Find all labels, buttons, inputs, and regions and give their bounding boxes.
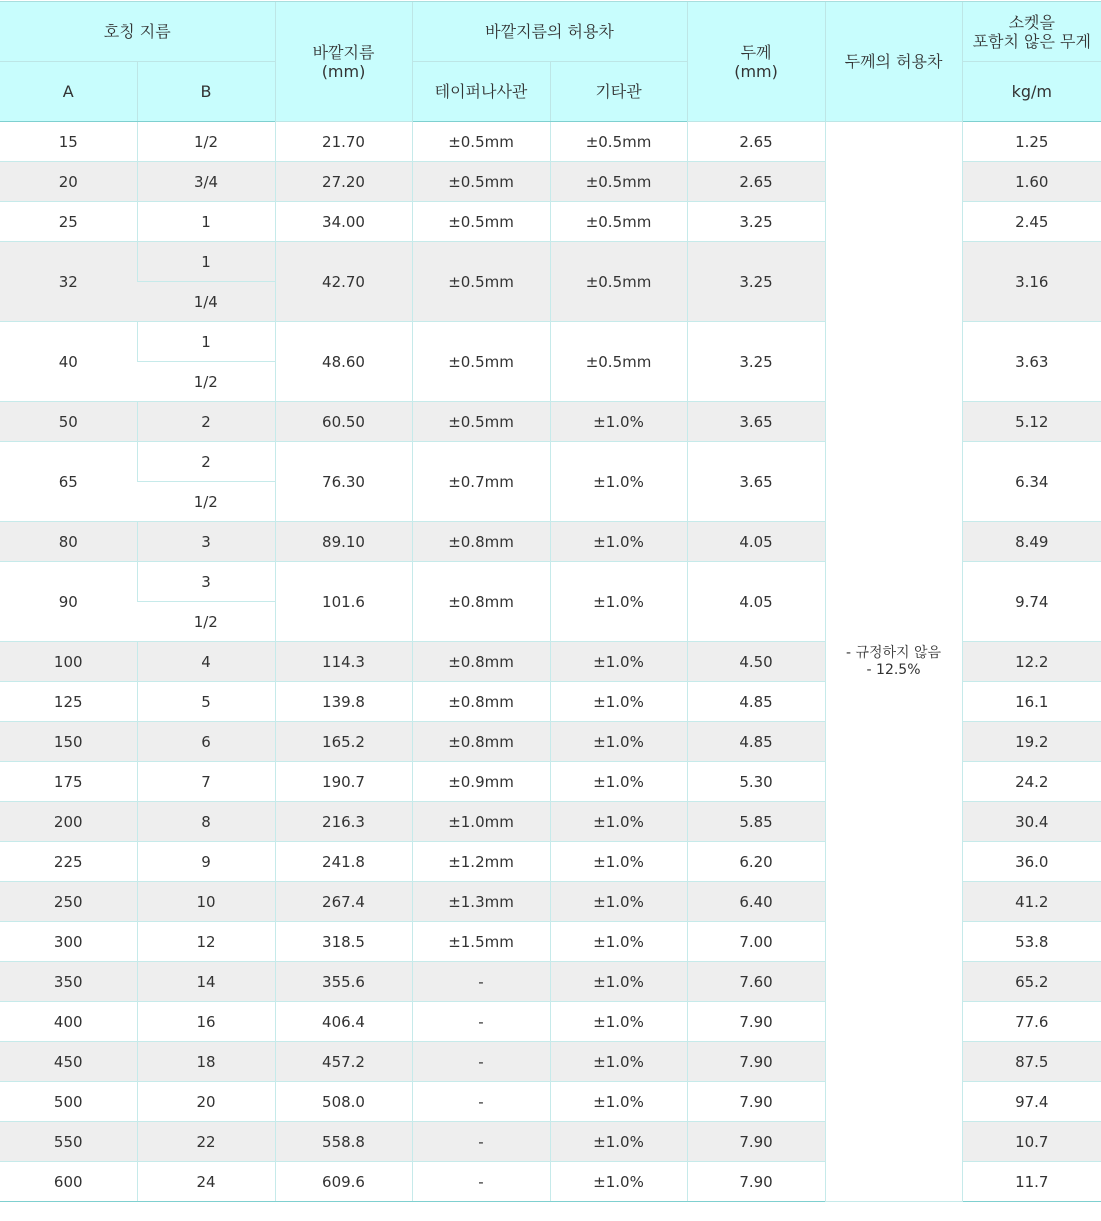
cell-outer-diameter: 318.5: [275, 922, 412, 962]
table-header: [0, 2, 1101, 122]
cell-size-b: 16: [137, 1002, 275, 1042]
cell-taper-tolerance: -: [412, 962, 550, 1002]
cell-taper-tolerance: ±0.8mm: [412, 522, 550, 562]
cell-weight: 6.34: [962, 442, 1101, 522]
cell-size-a: 200: [0, 802, 137, 842]
outer-diameter-label: 바깥지름: [312, 42, 375, 62]
cell-taper-tolerance: ±0.8mm: [412, 722, 550, 762]
cell-taper-tolerance: ±0.5mm: [412, 162, 550, 202]
cell-size-a: 125: [0, 682, 137, 722]
outer-tolerance-header: 바깥지름의 허용차: [412, 2, 687, 62]
other-pipe-header: 기타관: [550, 62, 687, 122]
cell-size-a: 25: [0, 202, 137, 242]
col-a-header: A: [0, 62, 137, 122]
cell-thickness: 7.60: [687, 962, 825, 1002]
cell-thickness: 4.05: [687, 562, 825, 642]
cell-other-tolerance: ±0.5mm: [550, 122, 687, 162]
cell-other-tolerance: ±0.5mm: [550, 162, 687, 202]
cell-other-tolerance: ±1.0%: [550, 522, 687, 562]
cell-other-tolerance: ±1.0%: [550, 682, 687, 722]
cell-taper-tolerance: -: [412, 1122, 550, 1162]
taper-thread-header: 테이퍼나사관: [412, 62, 550, 122]
cell-thickness: 7.90: [687, 1002, 825, 1042]
cell-thickness: 4.05: [687, 522, 825, 562]
cell-size-b: 1/2: [137, 602, 275, 642]
cell-taper-tolerance: ±1.2mm: [412, 842, 550, 882]
cell-size-b: 22: [137, 1122, 275, 1162]
cell-weight: 24.2: [962, 762, 1101, 802]
cell-outer-diameter: 165.2: [275, 722, 412, 762]
cell-taper-tolerance: ±1.3mm: [412, 882, 550, 922]
thickness-header: [687, 2, 825, 122]
cell-size-b: 1: [137, 322, 275, 362]
cell-weight: 16.1: [962, 682, 1101, 722]
cell-size-b: 9: [137, 842, 275, 882]
cell-size-b: 4: [137, 642, 275, 682]
cell-taper-tolerance: ±0.5mm: [412, 322, 550, 402]
cell-size-b: 1/2: [137, 482, 275, 522]
cell-taper-tolerance: ±1.5mm: [412, 922, 550, 962]
cell-size-b: 5: [137, 682, 275, 722]
thickness-tolerance-value: - 12.5%: [866, 661, 921, 678]
table-row: [0, 122, 1101, 162]
nominal-diameter-header: 호칭 지름: [0, 2, 275, 62]
cell-size-b: 1: [137, 242, 275, 282]
thickness-tolerance-value: - 규정하지 않음: [845, 644, 942, 661]
cell-other-tolerance: ±0.5mm: [550, 242, 687, 322]
cell-weight: 8.49: [962, 522, 1101, 562]
cell-other-tolerance: ±1.0%: [550, 1002, 687, 1042]
cell-other-tolerance: ±1.0%: [550, 722, 687, 762]
cell-outer-diameter: 139.8: [275, 682, 412, 722]
cell-thickness: 4.50: [687, 642, 825, 682]
cell-other-tolerance: ±1.0%: [550, 922, 687, 962]
cell-size-b: 7: [137, 762, 275, 802]
cell-weight: 10.7: [962, 1122, 1101, 1162]
cell-weight: 3.16: [962, 242, 1101, 322]
cell-thickness: 3.25: [687, 202, 825, 242]
table-body: [0, 122, 1101, 1202]
cell-size-a: 15: [0, 122, 137, 162]
cell-outer-diameter: 558.8: [275, 1122, 412, 1162]
cell-weight: 41.2: [962, 882, 1101, 922]
cell-weight: 3.63: [962, 322, 1101, 402]
cell-other-tolerance: ±1.0%: [550, 882, 687, 922]
cell-taper-tolerance: ±0.8mm: [412, 562, 550, 642]
cell-weight: 11.7: [962, 1162, 1101, 1202]
cell-taper-tolerance: -: [412, 1042, 550, 1082]
cell-outer-diameter: 216.3: [275, 802, 412, 842]
cell-outer-diameter: 355.6: [275, 962, 412, 1002]
cell-other-tolerance: ±1.0%: [550, 402, 687, 442]
cell-size-a: 80: [0, 522, 137, 562]
cell-other-tolerance: ±1.0%: [550, 962, 687, 1002]
cell-taper-tolerance: ±0.8mm: [412, 642, 550, 682]
col-b-header: B: [137, 62, 275, 122]
cell-weight: 36.0: [962, 842, 1101, 882]
thickness-label: 두께: [740, 42, 772, 62]
cell-size-a: 550: [0, 1122, 137, 1162]
cell-taper-tolerance: ±0.5mm: [412, 402, 550, 442]
cell-thickness: 3.25: [687, 242, 825, 322]
cell-taper-tolerance: -: [412, 1002, 550, 1042]
cell-size-a: 40: [0, 322, 137, 402]
cell-other-tolerance: ±1.0%: [550, 1082, 687, 1122]
cell-size-a: 300: [0, 922, 137, 962]
cell-weight: 1.60: [962, 162, 1101, 202]
cell-thickness: 7.90: [687, 1042, 825, 1082]
cell-size-a: 350: [0, 962, 137, 1002]
weight-label-line2: 포함치 않은 무게: [972, 31, 1091, 51]
cell-thickness: 7.00: [687, 922, 825, 962]
cell-size-b: 2: [137, 402, 275, 442]
cell-taper-tolerance: ±0.5mm: [412, 202, 550, 242]
cell-size-b: 1/4: [137, 282, 275, 322]
cell-outer-diameter: 76.30: [275, 442, 412, 522]
cell-size-a: 250: [0, 882, 137, 922]
cell-thickness: 7.90: [687, 1082, 825, 1122]
cell-size-b: 3: [137, 522, 275, 562]
cell-size-a: 65: [0, 442, 137, 522]
cell-outer-diameter: 48.60: [275, 322, 412, 402]
cell-size-b: 6: [137, 722, 275, 762]
cell-other-tolerance: ±1.0%: [550, 1122, 687, 1162]
pipe-spec-table: [0, 1, 1101, 1202]
thickness-tolerance-header: 두께의 허용차: [825, 2, 962, 122]
cell-weight: 65.2: [962, 962, 1101, 1002]
cell-weight: 30.4: [962, 802, 1101, 842]
outer-diameter-unit: (mm): [321, 61, 366, 81]
cell-outer-diameter: 508.0: [275, 1082, 412, 1122]
cell-size-b: 1: [137, 202, 275, 242]
cell-weight: 87.5: [962, 1042, 1101, 1082]
cell-size-a: 175: [0, 762, 137, 802]
cell-other-tolerance: ±1.0%: [550, 762, 687, 802]
cell-outer-diameter: 34.00: [275, 202, 412, 242]
cell-other-tolerance: ±1.0%: [550, 802, 687, 842]
cell-thickness: 3.25: [687, 322, 825, 402]
cell-thickness: 5.30: [687, 762, 825, 802]
cell-outer-diameter: 267.4: [275, 882, 412, 922]
cell-size-b: 20: [137, 1082, 275, 1122]
cell-thickness: 5.85: [687, 802, 825, 842]
cell-size-a: 50: [0, 402, 137, 442]
cell-size-b: 10: [137, 882, 275, 922]
cell-outer-diameter: 190.7: [275, 762, 412, 802]
cell-taper-tolerance: -: [412, 1162, 550, 1202]
cell-outer-diameter: 60.50: [275, 402, 412, 442]
cell-taper-tolerance: -: [412, 1082, 550, 1122]
cell-thickness: 6.20: [687, 842, 825, 882]
cell-outer-diameter: 42.70: [275, 242, 412, 322]
cell-size-b: 3: [137, 562, 275, 602]
cell-weight: 12.2: [962, 642, 1101, 682]
cell-other-tolerance: ±1.0%: [550, 562, 687, 642]
cell-thickness: 4.85: [687, 722, 825, 762]
cell-thickness: 2.65: [687, 122, 825, 162]
cell-weight: 97.4: [962, 1082, 1101, 1122]
cell-size-b: 12: [137, 922, 275, 962]
cell-taper-tolerance: ±0.8mm: [412, 682, 550, 722]
cell-taper-tolerance: ±0.5mm: [412, 122, 550, 162]
cell-size-a: 400: [0, 1002, 137, 1042]
cell-size-b: 8: [137, 802, 275, 842]
cell-taper-tolerance: ±0.9mm: [412, 762, 550, 802]
cell-size-a: 20: [0, 162, 137, 202]
cell-outer-diameter: 89.10: [275, 522, 412, 562]
cell-size-b: 3/4: [137, 162, 275, 202]
cell-size-a: 150: [0, 722, 137, 762]
cell-size-a: 225: [0, 842, 137, 882]
cell-taper-tolerance: ±0.7mm: [412, 442, 550, 522]
cell-other-tolerance: ±1.0%: [550, 642, 687, 682]
cell-other-tolerance: ±1.0%: [550, 1162, 687, 1202]
thickness-tolerance-cell: [825, 122, 962, 1202]
cell-other-tolerance: ±1.0%: [550, 442, 687, 522]
cell-size-a: 32: [0, 242, 137, 322]
cell-size-a: 100: [0, 642, 137, 682]
cell-outer-diameter: 241.8: [275, 842, 412, 882]
cell-taper-tolerance: ±1.0mm: [412, 802, 550, 842]
cell-thickness: 3.65: [687, 402, 825, 442]
cell-size-a: 90: [0, 562, 137, 642]
cell-size-a: 600: [0, 1162, 137, 1202]
cell-weight: 53.8: [962, 922, 1101, 962]
cell-weight: 2.45: [962, 202, 1101, 242]
weight-header: [962, 2, 1101, 62]
cell-weight: 19.2: [962, 722, 1101, 762]
cell-size-b: 1/2: [137, 362, 275, 402]
cell-thickness: 7.90: [687, 1122, 825, 1162]
cell-weight: 9.74: [962, 562, 1101, 642]
weight-label-line1: 소켓을: [1008, 12, 1055, 32]
outer-diameter-header: [275, 2, 412, 122]
cell-other-tolerance: ±1.0%: [550, 842, 687, 882]
cell-size-a: 500: [0, 1082, 137, 1122]
cell-outer-diameter: 609.6: [275, 1162, 412, 1202]
cell-outer-diameter: 457.2: [275, 1042, 412, 1082]
cell-weight: 1.25: [962, 122, 1101, 162]
cell-thickness: 4.85: [687, 682, 825, 722]
cell-size-b: 18: [137, 1042, 275, 1082]
cell-taper-tolerance: ±0.5mm: [412, 242, 550, 322]
cell-outer-diameter: 21.70: [275, 122, 412, 162]
cell-other-tolerance: ±1.0%: [550, 1042, 687, 1082]
cell-size-b: 2: [137, 442, 275, 482]
cell-outer-diameter: 101.6: [275, 562, 412, 642]
cell-other-tolerance: ±0.5mm: [550, 322, 687, 402]
cell-outer-diameter: 27.20: [275, 162, 412, 202]
cell-weight: 5.12: [962, 402, 1101, 442]
cell-weight: 77.6: [962, 1002, 1101, 1042]
cell-thickness: 7.90: [687, 1162, 825, 1202]
cell-thickness: 2.65: [687, 162, 825, 202]
cell-outer-diameter: 114.3: [275, 642, 412, 682]
cell-size-b: 24: [137, 1162, 275, 1202]
cell-thickness: 3.65: [687, 442, 825, 522]
cell-other-tolerance: ±0.5mm: [550, 202, 687, 242]
cell-size-b: 14: [137, 962, 275, 1002]
cell-outer-diameter: 406.4: [275, 1002, 412, 1042]
thickness-unit: (mm): [734, 61, 778, 81]
cell-size-a: 450: [0, 1042, 137, 1082]
cell-size-b: 1/2: [137, 122, 275, 162]
weight-unit-header: kg/m: [962, 62, 1101, 122]
cell-thickness: 6.40: [687, 882, 825, 922]
